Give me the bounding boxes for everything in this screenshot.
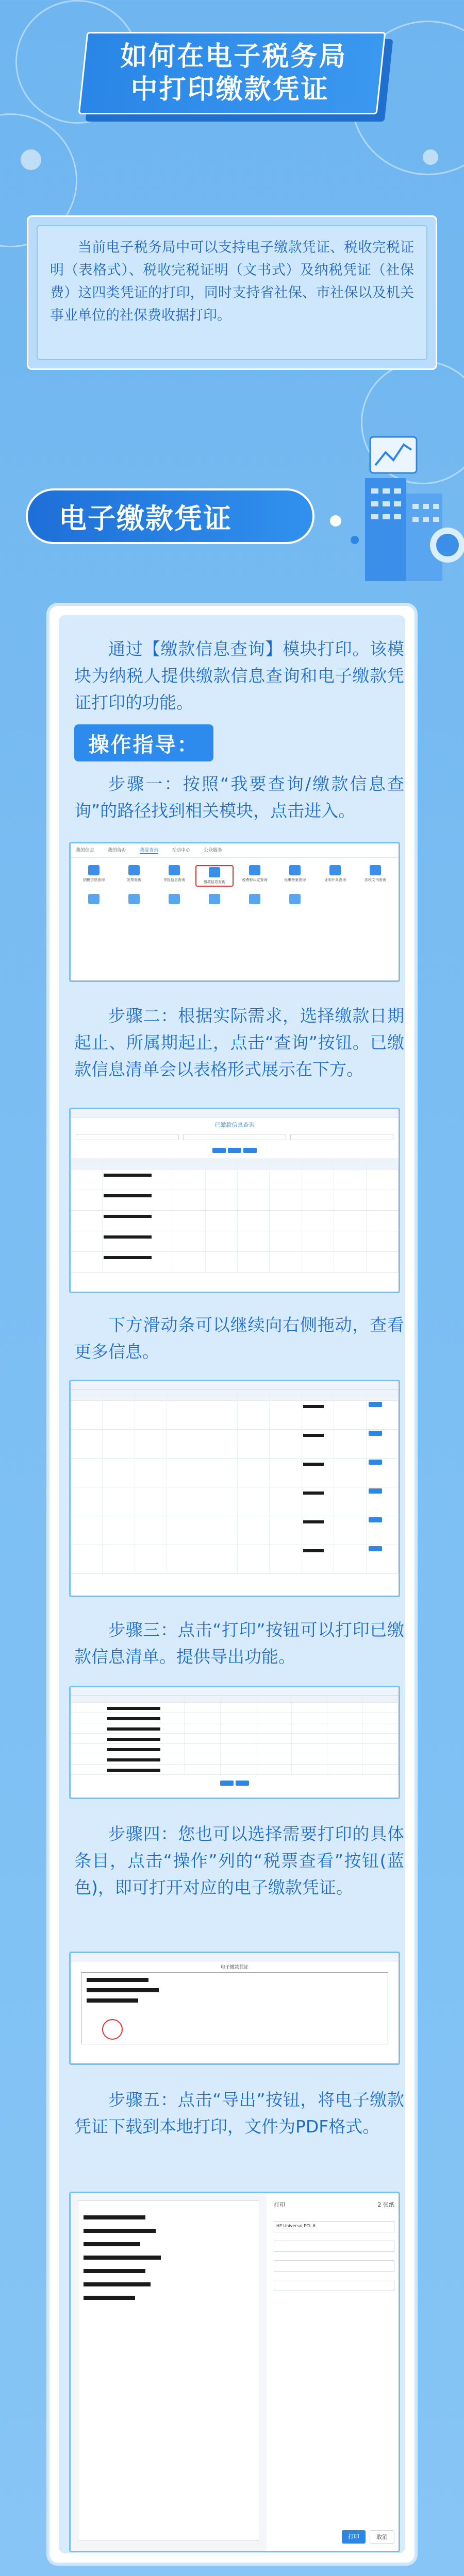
table-header xyxy=(71,1696,399,1703)
intro-text: 当前电子税务局中可以支持电子缴款凭证、税收完税证明（表格式）、税收完税证明（文书式）及纳税凭证（社保费）这四类凭证的打印，同时支持省社保、市社保以及机关事业单位的社保费收据打印。 xyxy=(50,240,414,324)
table-row xyxy=(71,1231,399,1252)
screenshot-query-table xyxy=(69,1108,400,1293)
view-ticket-button[interactable] xyxy=(369,1402,382,1407)
building-illustration xyxy=(344,416,464,586)
redacted-block xyxy=(107,1758,160,1761)
scroll-tip-text: 下方滑动条可以继续向右侧拖动，查看更多信息。 xyxy=(74,1315,404,1362)
print-dialog-actions xyxy=(342,2530,394,2544)
cancel-button[interactable]: 取消 xyxy=(370,2530,394,2544)
redacted-block xyxy=(87,1978,148,1982)
redacted-block xyxy=(84,2269,145,2273)
menu-item[interactable] xyxy=(115,865,153,887)
tab-my-info[interactable]: 我的信息 xyxy=(76,848,95,853)
redacted-block xyxy=(107,1727,160,1731)
tab-query[interactable]: 我要查询 xyxy=(140,846,158,854)
step3-text: 步骤三：点击“打印”按钮可以打印已缴款信息清单。提供导出功能。 xyxy=(74,1620,404,1667)
decor-dot xyxy=(21,149,41,170)
redacted-block xyxy=(104,1174,151,1177)
tab-public[interactable]: 公众服务 xyxy=(204,848,223,853)
menu-item[interactable] xyxy=(276,865,314,887)
menu-item[interactable] xyxy=(316,865,354,887)
redacted-block xyxy=(107,1748,160,1751)
print-header xyxy=(274,2200,394,2209)
document-icon xyxy=(289,865,301,875)
redacted-block xyxy=(107,1769,160,1772)
menu-item-label: 涉税文书查询 xyxy=(364,878,386,882)
print-actions xyxy=(71,1775,399,1791)
copies-input[interactable] xyxy=(274,2260,394,2272)
redacted-block xyxy=(104,1235,151,1239)
page-title-banner xyxy=(82,32,382,114)
window-toolbar xyxy=(71,1953,399,1961)
screenshot-voucher xyxy=(69,1952,400,2065)
step2-text: 步骤二：根据实际需求，选择缴款日期起止、所属期起止，点击“查询”按钮。已缴款信息清单会以表格形式展示在下方。 xyxy=(74,1006,404,1079)
query-actions xyxy=(71,1142,399,1158)
table-row xyxy=(71,1170,399,1190)
redacted-block xyxy=(303,1463,324,1466)
main-card xyxy=(46,603,418,2566)
guide-label-text: 操作指导： xyxy=(88,733,200,757)
redacted-block xyxy=(84,2242,140,2246)
print-button[interactable] xyxy=(243,1148,257,1153)
view-ticket-button[interactable] xyxy=(369,1546,382,1551)
table-row xyxy=(71,1190,399,1211)
menu-grid-2 xyxy=(71,894,399,904)
menu-item-label: 税费种认定查询 xyxy=(242,878,268,882)
table-row xyxy=(71,1734,399,1744)
print-button[interactable] xyxy=(220,1781,234,1786)
redacted-block xyxy=(107,1738,160,1741)
table-row xyxy=(71,1516,399,1545)
menu-item-payment-query[interactable] xyxy=(195,865,234,887)
layout-select[interactable] xyxy=(274,2280,394,2291)
document-icon xyxy=(169,894,180,904)
redacted-block xyxy=(104,1256,151,1259)
redacted-block xyxy=(107,1707,160,1710)
seal-stamp xyxy=(102,2019,123,2040)
menu-item[interactable] xyxy=(75,865,113,887)
page-title-line2: 中打印缴款凭证 xyxy=(131,74,330,105)
redacted-block xyxy=(84,2282,151,2286)
pages-select[interactable] xyxy=(274,2241,394,2252)
table-row xyxy=(71,1744,399,1754)
menu-item-label: 缴款信息查询 xyxy=(204,880,225,884)
table-row xyxy=(71,1211,399,1231)
redacted-block xyxy=(303,1492,324,1495)
document-icon xyxy=(249,865,260,875)
table-row xyxy=(71,1713,399,1723)
table-row xyxy=(71,1703,399,1713)
document-icon xyxy=(329,865,341,875)
intro-card-inner xyxy=(37,225,427,360)
print-settings xyxy=(267,2193,400,2551)
table-header xyxy=(71,1158,399,1170)
document-icon xyxy=(88,865,100,875)
document-icon xyxy=(169,865,180,875)
view-ticket-button[interactable] xyxy=(369,1431,382,1436)
redacted-block xyxy=(84,2229,156,2233)
table-row xyxy=(71,1459,399,1487)
decor-dot xyxy=(423,149,438,165)
table-row xyxy=(71,1754,399,1765)
redacted-block xyxy=(84,2256,161,2260)
redacted-block xyxy=(107,1717,160,1720)
screenshot-scrolled-table xyxy=(69,1380,400,1597)
view-ticket-button[interactable] xyxy=(369,1460,382,1465)
screenshot-print-dialog xyxy=(69,2192,400,2552)
menu-item-label: 发票查询 xyxy=(127,878,141,882)
period-input[interactable] xyxy=(290,1134,393,1140)
menu-item-label: 纳税信息查询 xyxy=(83,878,105,882)
table-row xyxy=(71,1252,399,1273)
screenshot-menu xyxy=(69,842,400,982)
menu-tab-bar xyxy=(71,843,399,858)
menu-item[interactable] xyxy=(356,865,394,887)
redacted-block xyxy=(303,1549,324,1552)
step5-text: 步骤五：点击“导出”按钮，将电子缴款凭证下载到本地打印，文件为PDF格式。 xyxy=(74,2090,404,2137)
print-preview xyxy=(71,2193,267,2551)
document-icon xyxy=(289,894,301,904)
section-title: 电子缴款凭证 xyxy=(59,502,232,535)
table-row xyxy=(71,1401,399,1430)
redacted-block xyxy=(87,1988,159,1992)
date-from-input[interactable] xyxy=(76,1134,179,1140)
screenshot-print-list xyxy=(69,1686,400,1799)
redacted-block xyxy=(87,1998,138,2003)
table-row xyxy=(71,1487,399,1516)
redacted-block xyxy=(104,1215,151,1218)
menu-item-label: 证明开具查询 xyxy=(324,878,346,882)
tab-interaction[interactable]: 互动中心 xyxy=(172,848,191,853)
page-title-line1: 如何在电子税务局 xyxy=(120,41,347,72)
printer-select[interactable]: HP Universal PCL 6 xyxy=(274,2221,394,2232)
table-row xyxy=(71,1545,399,1574)
menu-item-label: 申报信息查询 xyxy=(163,878,185,882)
document-icon xyxy=(88,894,100,904)
title-face xyxy=(78,32,386,114)
menu-item[interactable] xyxy=(236,865,274,887)
redacted-block xyxy=(104,1194,151,1197)
window-toolbar xyxy=(71,1381,399,1389)
view-ticket-button[interactable] xyxy=(369,1517,382,1522)
decor-dot xyxy=(351,536,359,544)
menu-item[interactable] xyxy=(155,865,193,887)
reset-button[interactable] xyxy=(228,1148,241,1153)
query-filters xyxy=(71,1132,399,1142)
voucher-title: 电子缴款凭证 xyxy=(220,1965,248,1970)
redacted-block xyxy=(303,1405,324,1408)
step1-text: 步骤一：按照“我要查询/缴款信息查询”的路径找到相关模块，点击进入。 xyxy=(74,774,404,821)
redacted-block xyxy=(84,2215,145,2219)
menu-grid xyxy=(71,858,399,894)
view-ticket-button[interactable] xyxy=(369,1488,382,1494)
table-header xyxy=(71,1389,399,1401)
guide-label xyxy=(74,724,213,761)
date-to-input[interactable] xyxy=(183,1134,286,1140)
document-icon xyxy=(128,894,140,904)
intro-card xyxy=(27,215,437,370)
document-icon xyxy=(370,865,381,875)
confirm-print-button[interactable]: 打印 xyxy=(342,2530,366,2544)
table-row xyxy=(71,1430,399,1459)
window-toolbar xyxy=(71,1109,399,1117)
redacted-block xyxy=(84,2296,135,2300)
document-icon xyxy=(128,865,140,875)
window-toolbar xyxy=(71,1687,399,1696)
sheet-count: 2 张纸 xyxy=(377,2201,394,2208)
section-header xyxy=(26,488,314,544)
document-icon xyxy=(249,894,260,904)
tab-todo[interactable]: 我的待办 xyxy=(108,848,127,853)
query-button[interactable] xyxy=(212,1148,226,1153)
voucher-frame xyxy=(81,1972,388,2044)
export-button[interactable] xyxy=(236,1781,249,1786)
intro-paragraph: 通过【缴款信息查询】模块打印。该模块为纳税人提供缴款信息查询和电子缴款凭证打印的功能。 xyxy=(74,639,404,713)
menu-item-label: 优惠备案查询 xyxy=(284,878,306,882)
redacted-block xyxy=(303,1520,324,1523)
redacted-block xyxy=(303,1434,324,1437)
decor-dot xyxy=(330,515,341,527)
document-icon xyxy=(209,867,220,877)
document-icon xyxy=(209,894,220,904)
main-card-inner xyxy=(59,615,405,2553)
print-label: 打印 xyxy=(274,2201,285,2208)
table-row xyxy=(71,1765,399,1775)
preview-page xyxy=(78,2200,259,2540)
query-title: 已缴款信息查询 xyxy=(214,1122,255,1128)
table-row xyxy=(71,1723,399,1734)
step4-text: 步骤四：您也可以选择需要打印的具体条目，点击“操作”列的“税票查看”按钮(蓝色)，即可打开对应的电子缴款凭证。 xyxy=(74,1824,404,1897)
